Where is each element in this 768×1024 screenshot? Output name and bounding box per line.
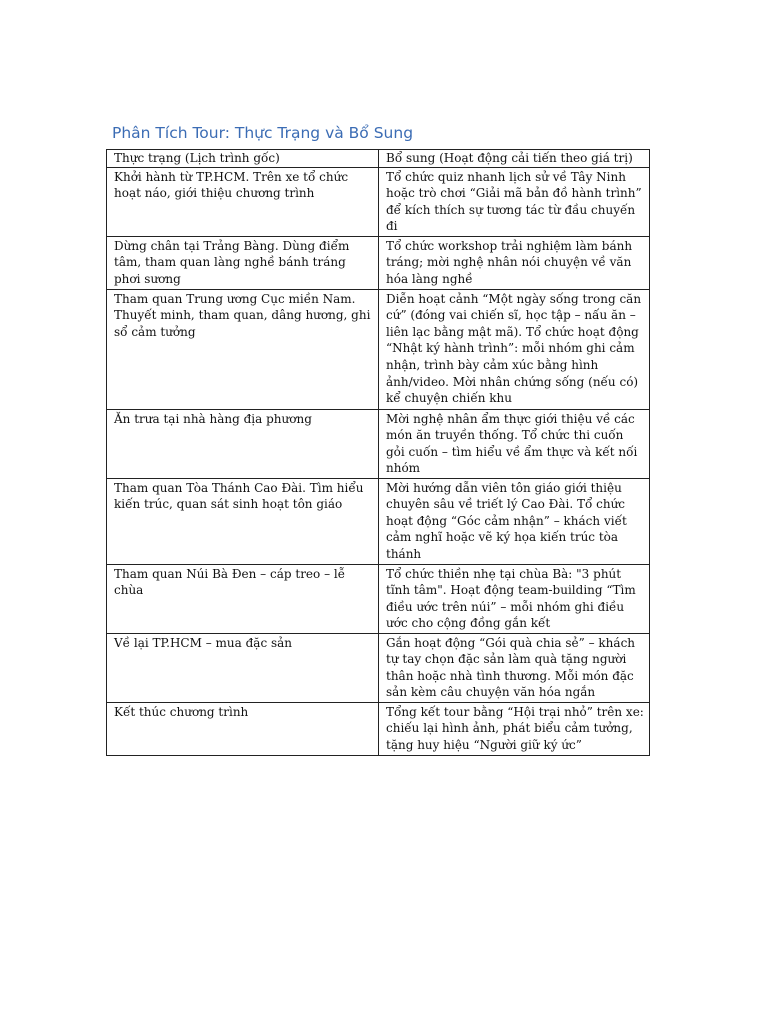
cell-addition: Mời hướng dẫn viên tôn giáo giới thiệu chuyên sâu về triết lý Cao Đài. Tổ chức hoạt động “Góc cảm nhận” – khách viết cảm nghĩ hoặc vẽ ký họa kiến trúc tòa thánh: [379, 478, 650, 564]
cell-addition: Gắn hoạt động “Gói quà chia sẻ” – khách tự tay chọn đặc sản làm quà tặng người thân hoặc nhà tình thương. Mỗi món đặc sản kèm câu chuyện văn hóa ngắn: [379, 633, 650, 702]
cell-current: Tham quan Tòa Thánh Cao Đài. Tìm hiểu kiến trúc, quan sát sinh hoạt tôn giáo: [107, 478, 379, 564]
cell-current: Kết thúc chương trình: [107, 702, 379, 755]
table-row: [107, 236, 650, 289]
cell-addition: Tổng kết tour bằng “Hội trại nhỏ” trên xe: chiếu lại hình ảnh, phát biểu cảm tưởng, tặng huy hiệu “Người giữ ký ức”: [379, 702, 650, 755]
column-header-addition: Bổ sung (Hoạt động cải tiến theo giá trị): [379, 150, 650, 168]
table-row: [107, 478, 650, 564]
table-header-row: [107, 150, 650, 168]
cell-current: Dừng chân tại Trảng Bàng. Dùng điểm tâm, tham quan làng nghề bánh tráng phơi sương: [107, 236, 379, 289]
cell-addition: Tổ chức quiz nhanh lịch sử về Tây Ninh hoặc trò chơi “Giải mã bản đồ hành trình” để kích thích sự tương tác từ đầu chuyến đi: [379, 167, 650, 236]
cell-current: Ăn trưa tại nhà hàng địa phương: [107, 409, 379, 478]
cell-current: Khởi hành từ TP.HCM. Trên xe tổ chức hoạt náo, giới thiệu chương trình: [107, 167, 379, 236]
table-row: [107, 289, 650, 409]
column-header-current: Thực trạng (Lịch trình gốc): [107, 150, 379, 168]
table-row: [107, 409, 650, 478]
document-title: Phân Tích Tour: Thực Trạng và Bổ Sung: [112, 124, 414, 142]
tour-analysis-table: [106, 149, 650, 756]
cell-current: Về lại TP.HCM – mua đặc sản: [107, 633, 379, 702]
cell-current: Tham quan Núi Bà Đen – cáp treo – lễ chùa: [107, 564, 379, 633]
cell-addition: Tổ chức thiền nhẹ tại chùa Bà: "3 phút tĩnh tâm". Hoạt động team-building “Tìm điều ước trên núi” – mỗi nhóm ghi điều ước cho cộng đồng gắn kết: [379, 564, 650, 633]
table-row: [107, 167, 650, 236]
cell-addition: Tổ chức workshop trải nghiệm làm bánh tráng; mời nghệ nhân nói chuyện về văn hóa làng nghề: [379, 236, 650, 289]
cell-addition: Diễn hoạt cảnh “Một ngày sống trong căn cứ” (đóng vai chiến sĩ, học tập – nấu ăn – liên lạc bằng mật mã). Tổ chức hoạt động “Nhật ký hành trình”: mỗi nhóm ghi cảm nhận, trình bày cảm xúc bằng hình ảnh/video. Mời nhân chứng sống (nếu có) kể chuyện chiến khu: [379, 289, 650, 409]
cell-current: Tham quan Trung ương Cục miền Nam. Thuyết minh, tham quan, dâng hương, ghi sổ cảm tưởng: [107, 289, 379, 409]
cell-addition: Mời nghệ nhân ẩm thực giới thiệu về các món ăn truyền thống. Tổ chức thi cuốn gỏi cuốn – tìm hiểu về ẩm thực và kết nối nhóm: [379, 409, 650, 478]
table-row: [107, 702, 650, 755]
table-row: [107, 564, 650, 633]
table-row: [107, 633, 650, 702]
